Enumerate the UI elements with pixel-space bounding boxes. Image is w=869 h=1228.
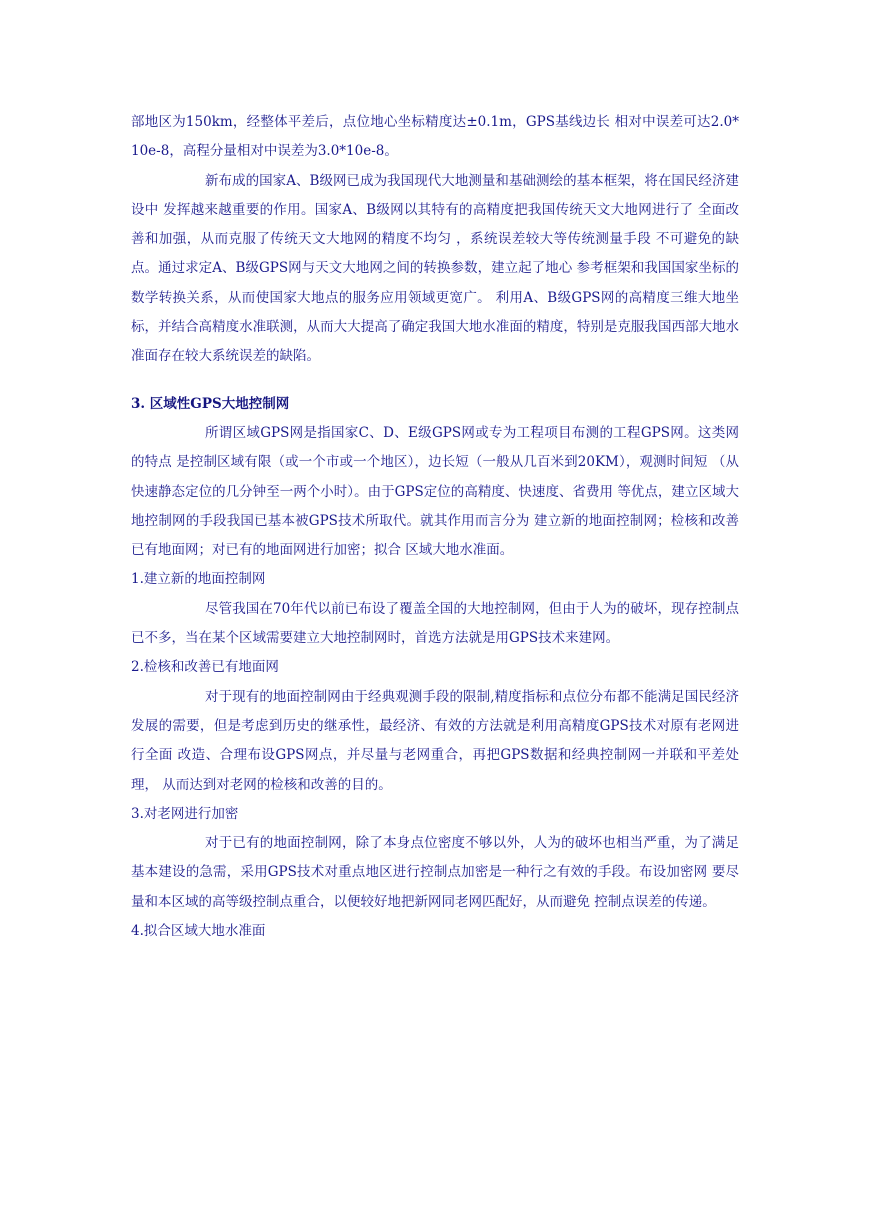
- paragraph-densify-network: 对于已有的地面控制网，除了本身点位密度不够以外，人为的破坏也相当严重，为了满足 基本建设的急需，采用GPS技术对重点地区进行控制点加密是一种行之有效的手段。布设加密网 要尽量和本区域的高等级控制点重合，以便较好地把新网同老网匹配好，从而避免 控制点误差的传递。: [131, 835, 739, 910]
- subheading-densify-network: 3.对老网进行加密: [131, 805, 239, 822]
- paragraph-ab-network: 新布成的国家A、B级网已成为我国现代大地测量和基础测绘的基本框架，将在国民经济建设中 发挥越来越重要的作用。国家A、B级网以其特有的高精度把我国传统天文大地网进行了 全面改善和加强，从而克服了传统天文大地网的精度不均匀 ，系统误差较大等传统测量手段 不可避免的缺点。通过求定A、B级GPS网与天文大地网之间的转换参数，建立起了地心 参考框架和我国国家坐标的数学转换关系，从而使国家大地点的服务应用领域更宽广。 利用A、B级GPS网的高精度三维大地坐标，并结合高精度水准联测，从而大大提高了确定我国大地水准面的精度，特别是克服我国西部大地水准面存在较大系统误差的缺陷。: [131, 172, 739, 365]
- subheading-new-control-network: 1.建立新的地面控制网: [131, 571, 266, 588]
- subheading-check-improve-network: 2.检核和改善已有地面网: [131, 659, 279, 676]
- subheading-fit-geoid: 4.拟合区域大地水准面: [131, 923, 266, 940]
- paragraph-check-improve-network: 对于现有的地面控制网由于经典观测手段的限制,精度指标和点位分布都不能满足国民经济 发展的需要，但是考虑到历史的继承性，最经济、有效的方法就是利用高精度GPS技术对原有老网进行全面 改造、合理布设GPS网点，并尽量与老网重合，再把GPS数据和经典控制网一并联和平差处理， 从而达到对老网的检核和改善的目的。: [131, 688, 739, 793]
- document-body: [131, 108, 739, 946]
- section-heading: 3. 区域性GPS大地控制网: [131, 395, 290, 412]
- paragraph-new-control-network: 尽管我国在70年代以前已布设了覆盖全国的大地控制网，但由于人为的破坏，现存控制点 已不多，当在某个区域需要建立大地控制网时，首选方法就是用GPS技术来建网。: [131, 600, 739, 647]
- paragraph-continuation: 部地区为150km，经整体平差后，点位地心坐标精度达±0.1m，GPS基线边长 相对中误差可达2.0*10e-8，高程分量相对中误差为3.0*10e-8。: [131, 114, 739, 160]
- section-intro: 所谓区域GPS网是指国家C、D、E级GPS网或专为工程项目布测的工程GPS网。这类网的特点 是控制区域有限（或一个市或一个地区），边长短（一般从几百米到20KM），观测时间短 （从快速静态定位的几分钟至一两个小时）。由于GPS定位的高精度、快速度、省费用 等优点，建立区域大地控制网的手段我国已基本被GPS技术所取代。就其作用而言分为 建立新的地面控制网；检核和改善已有地面网；对已有的地面网进行加密；拟合 区域大地水准面。: [131, 424, 739, 559]
